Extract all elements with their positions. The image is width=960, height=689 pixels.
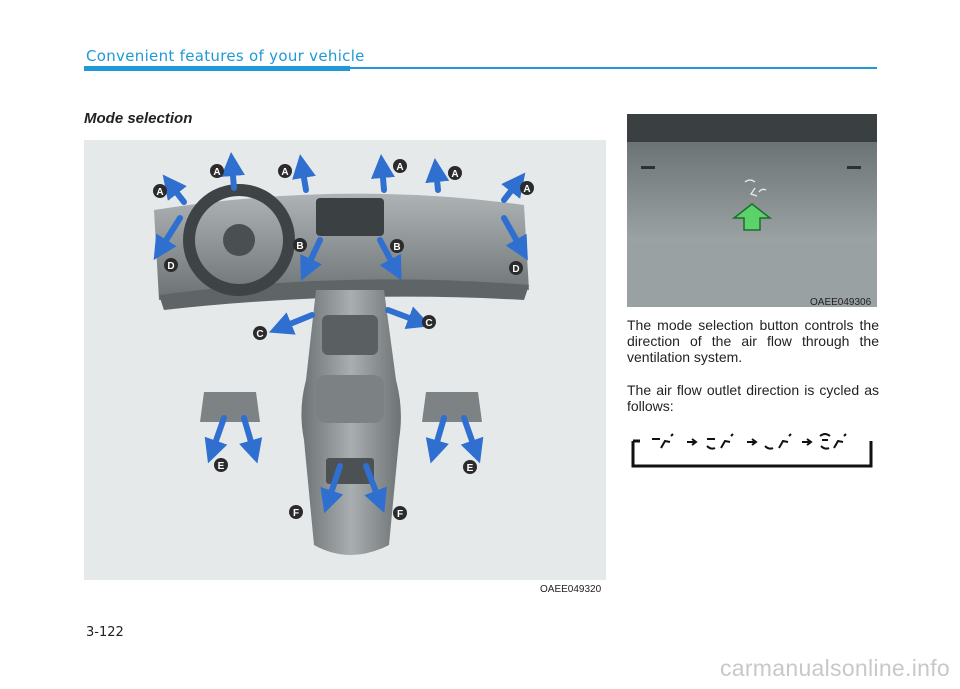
header-accent-bar	[84, 66, 350, 71]
floor-mode-icon	[765, 434, 791, 449]
face-mode-icon	[652, 434, 673, 448]
vent-label: F	[292, 508, 300, 519]
page-number: 3-122	[86, 625, 124, 640]
vent-label: B	[296, 241, 304, 252]
figure-caption-right: OAEE049306	[810, 297, 872, 308]
vent-label: B	[393, 242, 401, 253]
vent-label: D	[512, 264, 520, 275]
mode-cycle-diagram	[627, 428, 877, 473]
cycle-arrow-icon	[687, 439, 696, 445]
vent-label: C	[425, 318, 433, 329]
vent-label: D	[167, 261, 175, 272]
section-title: Mode selection	[84, 110, 193, 127]
vent-label: A	[451, 169, 459, 180]
vent-label: A	[396, 162, 404, 173]
running-header: Convenient features of your vehicle	[86, 47, 365, 65]
vent-label: A	[156, 187, 164, 198]
body-paragraph-1: The mode selection button controls the direction of the air flow through the ventilation system.	[627, 317, 879, 365]
vent-label: E	[217, 461, 225, 472]
cycle-arrow-icon	[802, 439, 811, 445]
watermark-text: carmanualsonline.info	[719, 655, 950, 681]
face-floor-mode-icon	[707, 434, 733, 449]
vent-label: E	[466, 463, 474, 474]
vent-label: A	[523, 184, 531, 195]
vent-label: C	[256, 329, 264, 340]
vent-label: F	[396, 509, 404, 520]
header-rule	[350, 67, 877, 69]
figure-caption-main: OAEE049320	[540, 584, 602, 595]
cycle-arrow-icon	[747, 439, 756, 445]
body-paragraph-2: The air flow outlet direction is cycled as follows:	[627, 382, 879, 414]
vent-label: A	[213, 167, 221, 178]
vent-label: A	[281, 167, 289, 178]
mode-button-illustration	[627, 114, 877, 307]
dashboard-airflow-illustration	[84, 140, 606, 580]
floor-defrost-mode-icon	[820, 434, 846, 449]
